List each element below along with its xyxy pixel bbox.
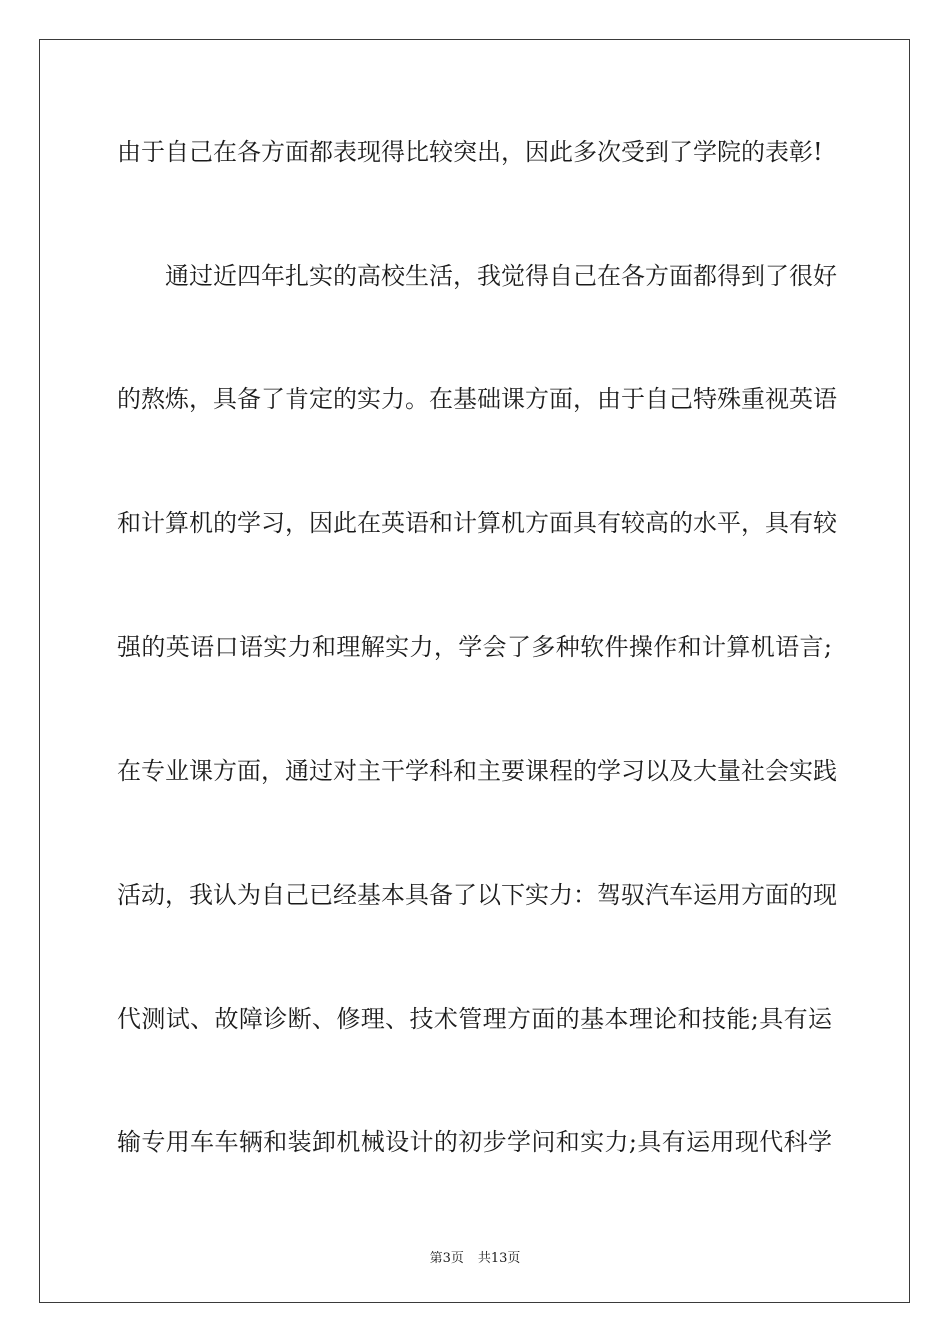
page-frame <box>39 39 910 1303</box>
page-number: 第3页 <box>429 1251 464 1266</box>
body-line-2: 通过近四年扎实的高校生活，我觉得自己在各方面都得到了很好 <box>165 262 837 290</box>
page-footer <box>0 1247 950 1266</box>
body-line-1: 由于自己在各方面都表现得比较突出，因此多次受到了学院的表彰! <box>117 138 823 166</box>
body-line-7: 活动，我认为自己已经基本具备了以下实力：驾驭汽车运用方面的现 <box>117 881 837 909</box>
body-line-5: 强的英语口语实力和理解实力，学会了多种软件操作和计算机语言; <box>117 633 832 661</box>
body-line-6: 在专业课方面，通过对主干学科和主要课程的学习以及大量社会实践 <box>117 757 837 785</box>
body-line-3: 的熬炼，具备了肯定的实力。在基础课方面，由于自己特殊重视英语 <box>117 385 837 413</box>
body-line-4: 和计算机的学习，因此在英语和计算机方面具有较高的水平，具有较 <box>117 509 837 537</box>
body-line-9: 输专用车车辆和装卸机械设计的初步学问和实力;具有运用现代科学 <box>117 1128 832 1156</box>
body-line-8: 代测试、故障诊断、修理、技术管理方面的基本理论和技能;具有运 <box>117 1005 832 1033</box>
page-total: 共13页 <box>477 1251 521 1266</box>
